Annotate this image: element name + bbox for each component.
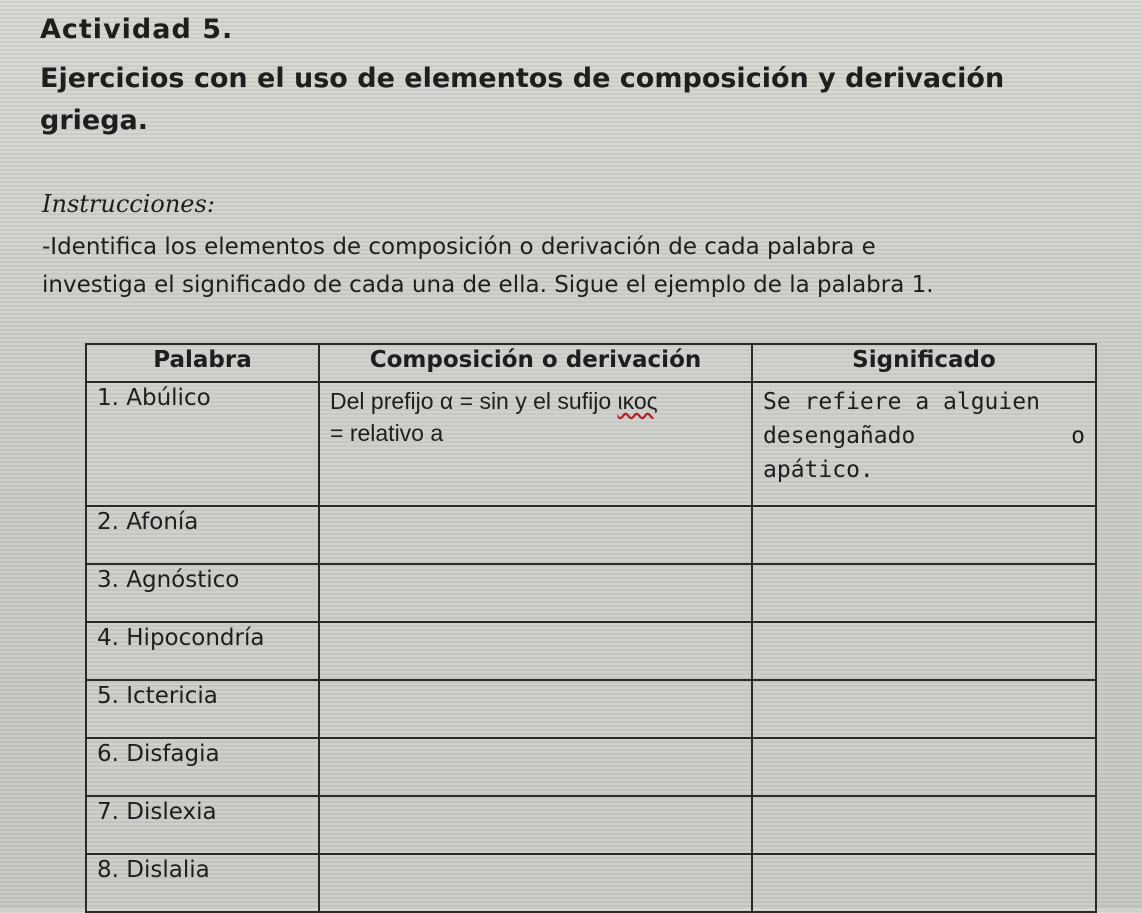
word-cell: 4. Hipocondría	[86, 622, 319, 680]
table-row	[86, 854, 1096, 912]
meaning-cell[interactable]	[752, 796, 1096, 854]
composition-cell[interactable]	[319, 382, 752, 506]
composition-cell[interactable]	[319, 680, 752, 738]
word-cell: 1. Abúlico	[86, 382, 319, 506]
composition-cell[interactable]	[319, 796, 752, 854]
table-row	[86, 738, 1096, 796]
heading-line-2: griega.	[40, 105, 149, 136]
heading-line-1: Ejercicios con el uso de elementos de composición y derivación	[40, 63, 1005, 94]
meaning-cell[interactable]	[752, 738, 1096, 796]
meaning-cell[interactable]	[752, 680, 1096, 738]
exercise-heading	[40, 58, 1080, 142]
composition-cell[interactable]	[319, 506, 752, 564]
instructions-title: Instrucciones:	[42, 190, 215, 218]
composition-cell[interactable]	[319, 564, 752, 622]
table-row	[86, 564, 1096, 622]
table-row	[86, 680, 1096, 738]
table-row	[86, 622, 1096, 680]
activity-title: Actividad 5.	[40, 14, 234, 45]
table-row-example	[86, 382, 1096, 506]
composition-cell[interactable]	[319, 622, 752, 680]
word-cell: 7. Dislexia	[86, 796, 319, 854]
table-row	[86, 506, 1096, 564]
meaning-cell[interactable]	[752, 506, 1096, 564]
meaning-cell[interactable]	[752, 854, 1096, 912]
meaning-cell[interactable]	[752, 382, 1096, 506]
meaning-line-1: Se refiere a alguien	[763, 389, 1040, 415]
table-header-row	[86, 344, 1096, 382]
meaning-line-2b: o	[1071, 423, 1085, 449]
word-cell: 3. Agnóstico	[86, 564, 319, 622]
instructions-line-1: -Identifica los elementos de composición o derivación de cada palabra e	[42, 234, 876, 260]
instructions-body	[42, 228, 1142, 304]
word-cell: 6. Disfagia	[86, 738, 319, 796]
word-cell: 8. Dislalia	[86, 854, 319, 912]
composition-line-2: = relativo a	[330, 420, 444, 446]
meaning-line-2	[763, 419, 1085, 453]
word-cell: 5. Ictericia	[86, 680, 319, 738]
instructions-line-2: investiga el significado de cada una de ella. Sigue el ejemplo de la palabra 1.	[42, 272, 934, 298]
word-cell: 2. Afonía	[86, 506, 319, 564]
composition-cell[interactable]	[319, 738, 752, 796]
header-significado: Significado	[752, 344, 1096, 382]
composition-prefix-text: Del prefijo α = sin y el sufijo	[330, 388, 618, 414]
composition-cell[interactable]	[319, 854, 752, 912]
composition-greek-suffix: ικος	[617, 388, 658, 414]
meaning-line-2a: desengañado	[763, 423, 916, 449]
table-row	[86, 796, 1096, 854]
words-table	[85, 343, 1097, 913]
meaning-cell[interactable]	[752, 622, 1096, 680]
header-composicion: Composición o derivación	[319, 344, 752, 382]
meaning-cell[interactable]	[752, 564, 1096, 622]
meaning-line-3: apático.	[763, 457, 874, 483]
header-palabra: Palabra	[86, 344, 319, 382]
